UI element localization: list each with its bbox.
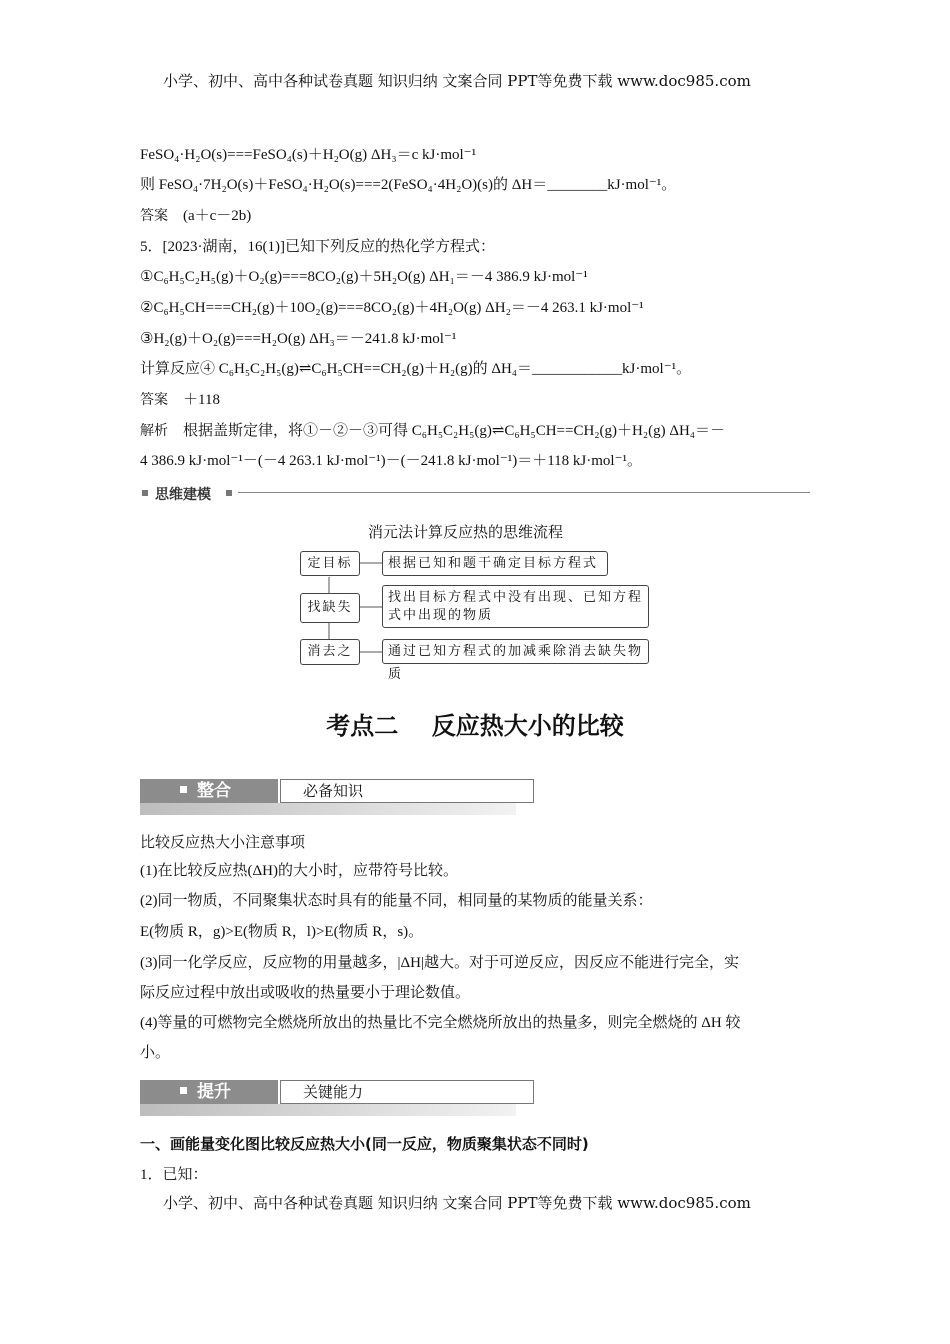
part-1-question-1: 1．已知： [140,1167,208,1183]
flow-step-3: 消去之 [300,639,360,665]
q5-title: 5．[2023·湖南，16(1)]已知下列反应的热化学方程式： [140,239,495,255]
q5-equation-1: ①C₆H₅C₂H₅(g)＋O₂(g)===8CO₂(g)＋5H₂O(g) ΔH₁＝－4 386.9 kJ·mol⁻¹ [140,269,588,285]
modeling-label: 思维建模 [155,487,211,503]
q5-analysis-row [140,421,725,441]
bar-light-label: 必备知识 [303,782,364,800]
q5-question: 计算反应④ C₆H₅C₂H₅(g)⇌C₆H₅CH==CH₂(g)＋H₂(g)的 ΔH₄＝____________kJ·mol⁻¹。 [140,361,692,377]
notes-p3b: 际反应过程中放出或吸收的热量要小于理论数值。 [140,985,471,1001]
flow-step-1-desc: 根据已知和题干确定目标方程式 [382,551,608,576]
page-header: 小学、初中、高中各种试卷真题 知识归纳 文案合同 PPT等免费下载 www.doc985.com [163,72,751,90]
flow-step-1: 定目标 [300,551,360,576]
square-icon [180,786,187,793]
section-bar-improve [140,1077,516,1107]
q5-equation-2: ②C₆H₅CH===CH₂(g)＋10O₂(g)===8CO₂(g)＋4H₂O(g) ΔH₂＝－4 263.1 kJ·mol⁻¹ [140,300,644,316]
flow-step-2: 找缺失 [300,593,360,623]
part-1-title: 一、画能量变化图比较反应热大小(同一反应，物质聚集状态不同时) [140,1135,589,1153]
bar-light-tab [280,779,534,803]
modeling-divider [140,485,810,501]
flow-step-3-desc: 通过已知方程式的加减乘除消去缺失物质 [382,639,649,664]
q4-answer-row [140,206,251,226]
bar-fade [140,803,516,815]
q4-equation-3: FeSO₄·H₂O(s)===FeSO₄(s)＋H₂O(g) ΔH₃＝c kJ·mol⁻¹ [140,147,477,163]
bar-dark-tab [140,779,278,803]
q5-answer: ＋118 [183,392,220,408]
divider-line [238,492,810,493]
page-footer: 小学、初中、高中各种试卷真题 知识归纳 文案合同 PPT等免费下载 www.doc985.com [163,1194,751,1212]
notes-p4b: 小。 [140,1045,171,1061]
q5-answer-label: 答案 [140,392,168,408]
q5-answer-row [140,390,220,410]
bar-light-tab [280,1080,534,1104]
bar-fade [140,1104,516,1116]
square-bullet-icon [142,490,148,496]
flow-step-2-desc-line-2: 式中出现的物质 [388,608,494,623]
bar-light-label: 关键能力 [303,1083,364,1101]
notes-p3a: (3)同一化学反应，反应物的用量越多，|ΔH|越大。对于可逆反应，因反应不能进行完全，实 [140,955,739,971]
q5-analysis-line-2: 4 386.9 kJ·mol⁻¹－(－4 263.1 kJ·mol⁻¹)－(－241.8 kJ·mol⁻¹)＝＋118 kJ·mol⁻¹。 [140,453,643,469]
flow-step-2-desc-line-1: 找出目标方程式中没有出现、已知方程 [388,590,644,605]
flow-title: 消元法计算反应热的思维流程 [368,523,564,541]
section-bar-integrate [140,776,516,806]
bar-dark-label: 提升 [197,1082,231,1102]
notes-p2: (2)同一物质，不同聚集状态时具有的能量不同，相同量的某物质的能量关系： [140,893,653,909]
notes-p1: (1)在比较反应热(ΔH)的大小时，应带符号比较。 [140,863,458,879]
q5-analysis-label: 解析 [140,423,168,439]
q4-answer: (a＋c－2b) [183,208,252,224]
flow-step-2-desc [382,585,649,628]
q4-answer-label: 答案 [140,208,168,224]
notes-p2b: E(物质 R，g)>E(物质 R，l)>E(物质 R，s)。 [140,924,424,940]
section-2-title: 考点二 反应热大小的比较 [326,712,624,740]
square-icon [180,1087,187,1094]
bar-dark-label: 整合 [197,781,231,801]
notes-title: 比较反应热大小注意事项 [140,833,306,851]
q5-equation-3: ③H₂(g)＋O₂(g)===H₂O(g) ΔH₃＝－241.8 kJ·mol⁻¹ [140,331,457,347]
q4-question: 则 FeSO₄·7H₂O(s)＋FeSO₄·H₂O(s)===2(FeSO₄·4H₂O)(s)的 ΔH＝________kJ·mol⁻¹。 [140,177,677,193]
bar-dark-tab [140,1080,278,1104]
square-bullet-icon [226,490,232,496]
q5-analysis-line-1: 根据盖斯定律，将①－②－③可得 C₆H₅C₂H₅(g)⇌C₆H₅CH==CH₂(g)＋H₂(g) ΔH₄＝－ [183,423,726,439]
notes-p4a: (4)等量的可燃物完全燃烧所放出的热量比不完全燃烧所放出的热量多，则完全燃烧的 ΔH 较 [140,1015,741,1031]
